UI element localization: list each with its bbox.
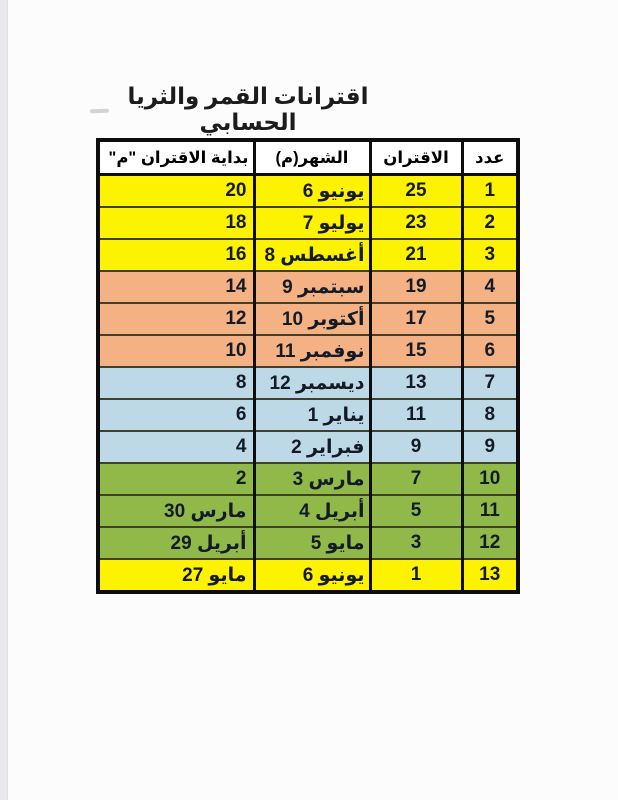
header-start-of-conjunction: بداية الاقتران "م" [98,140,254,175]
cell-count: 2 [462,207,518,239]
cell-month: 12 ديسمبر [254,367,370,399]
table-row [98,367,518,399]
cell-count: 12 [462,527,518,559]
scan-smudge [90,109,109,114]
cell-conjunction: 1 [370,559,462,592]
cell-month: 4 أبريل [254,495,370,527]
header-row [98,140,518,175]
cell-conjunction: 7 [370,463,462,495]
cell-count: 7 [462,367,518,399]
table-row [98,463,518,495]
cell-count: 11 [462,495,518,527]
table-row [98,559,518,592]
cell-conjunction: 11 [370,399,462,431]
cell-month: 9 سبتمبر [254,271,370,303]
header-count: عدد [462,140,518,175]
cell-conjunction: 21 [370,239,462,271]
cell-count: 6 [462,335,518,367]
cell-start-of-conjunction: 6 [98,399,254,431]
cell-count: 8 [462,399,518,431]
table-row [98,527,518,559]
cell-month: 6 يونيو [254,559,370,592]
cell-month: 6 يونيو [254,175,370,208]
table-row [98,175,518,208]
table-row [98,207,518,239]
cell-conjunction: 17 [370,303,462,335]
cell-conjunction: 23 [370,207,462,239]
cell-start-of-conjunction: 29 أبريل [98,527,254,559]
header-month: الشهر(م) [254,140,370,175]
cell-count: 5 [462,303,518,335]
conjunction-table [96,138,520,594]
table-row [98,431,518,463]
cell-count: 4 [462,271,518,303]
cell-month: 2 فبراير [254,431,370,463]
cell-start-of-conjunction: 2 [98,463,254,495]
cell-start-of-conjunction: 30 مارس [98,495,254,527]
cell-conjunction: 9 [370,431,462,463]
cell-count: 13 [462,559,518,592]
cell-month: 3 مارس [254,463,370,495]
table-header [98,140,518,175]
table-body [98,175,518,593]
table-row [98,399,518,431]
cell-start-of-conjunction: 8 [98,367,254,399]
cell-conjunction: 3 [370,527,462,559]
table-row [98,239,518,271]
table-row [98,335,518,367]
cell-conjunction: 15 [370,335,462,367]
cell-month: 5 مايو [254,527,370,559]
cell-start-of-conjunction: 20 [98,175,254,208]
cell-conjunction: 5 [370,495,462,527]
cell-start-of-conjunction: 16 [98,239,254,271]
table-row [98,303,518,335]
cell-month: 10 أكتوبر [254,303,370,335]
cell-count: 1 [462,175,518,208]
cell-start-of-conjunction: 4 [98,431,254,463]
cell-count: 3 [462,239,518,271]
cell-month: 11 نوفمبر [254,335,370,367]
cell-conjunction: 25 [370,175,462,208]
cell-count: 10 [462,463,518,495]
cell-start-of-conjunction: 10 [98,335,254,367]
cell-start-of-conjunction: 18 [98,207,254,239]
table-row [98,271,518,303]
cell-month: 8 أغسطس [254,239,370,271]
cell-start-of-conjunction: 12 [98,303,254,335]
cell-count: 9 [462,431,518,463]
cell-start-of-conjunction: 27 مايو [98,559,254,592]
cell-month: 1 يناير [254,399,370,431]
page-title: اقترانات القمر والثريا الحسابي [127,84,369,135]
cell-month: 7 يوليو [254,207,370,239]
table-row [98,495,518,527]
header-conjunction: الاقتران [370,140,462,175]
page-edge-strip [0,0,8,800]
cell-conjunction: 13 [370,367,462,399]
cell-conjunction: 19 [370,271,462,303]
cell-start-of-conjunction: 14 [98,271,254,303]
